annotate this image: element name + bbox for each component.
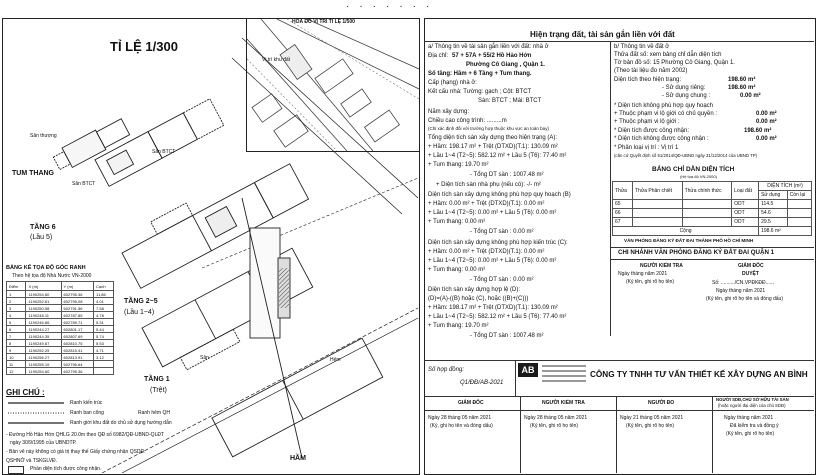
coord-cell: 7	[7, 333, 26, 340]
coord-cell: 2	[7, 298, 26, 305]
ham-label: HẦM	[290, 455, 306, 462]
tum-a: + Tum thang: 19.70 m²	[428, 162, 489, 168]
d-title: Diện tích sàn xây dựng hợp lệ (D):	[428, 287, 520, 293]
recognized-value: 198.60 m²	[744, 128, 772, 134]
area-header: Thửa	[613, 182, 633, 200]
divider	[616, 396, 617, 473]
coord-row	[7, 326, 114, 333]
coord-cell: 5.74	[94, 333, 114, 340]
ward-value: Phường Cô Giang , Quận 1.	[466, 62, 545, 68]
coord-cell	[94, 368, 114, 375]
coord-cell: 602813.91	[61, 354, 93, 361]
road2: + Thuộc phạm vi lộ giới :	[614, 119, 680, 125]
dtsan-a: - Tổng DT sàn : 1007.48 m²	[470, 172, 544, 178]
tum-c: + Tum thang: 0.00 m²	[428, 267, 486, 273]
area-cell	[682, 200, 732, 209]
coord-header: X (m)	[26, 282, 61, 291]
top-dots: ·······	[346, 1, 440, 12]
area-cell: 114.5	[759, 200, 788, 209]
coord-cell: 9	[7, 347, 26, 354]
private-value: 198.60 m²	[728, 85, 756, 91]
area-cell	[787, 218, 811, 227]
coord-cell: 1190255.19	[26, 361, 61, 368]
road-value: 0.00 m²	[756, 111, 777, 117]
lau-b: + Lầu 1~4 (T2~5): 0.00 m² + Lầu 5 (T6): 0.00 m²	[428, 210, 557, 216]
coord-cell: 1190252.61	[26, 298, 61, 305]
san-thuong-label: Sân thượng	[30, 133, 57, 139]
area-cell: ODT	[732, 209, 759, 218]
note-small: (Chỉ xác định đối với trường hợp thuộc khu vực an toàn bay)	[428, 126, 549, 131]
divider	[610, 259, 814, 260]
coord-cell: 4.78	[94, 312, 114, 319]
coord-table-subtitle: Theo hệ tọa độ Nhà Nước VN-2000	[12, 273, 92, 279]
house-a-title: a/ Thông tin về tài sản gắn liền với đất: nhà ở	[428, 44, 549, 50]
coord-header: Điểm	[7, 282, 26, 291]
coord-cell: 5	[7, 319, 26, 326]
legend-note-2: ngày 30/9/1995 của UBNDTP.	[10, 440, 77, 446]
vi-tri-khu-dat-label: Vị trí khu đất	[262, 57, 291, 63]
tret-label: (Trệt)	[150, 387, 167, 394]
coord-cell: 10	[7, 354, 26, 361]
area-cell: 66	[613, 209, 633, 218]
divider	[712, 396, 713, 473]
tang25-label: TẦNG 2~5	[124, 298, 158, 305]
coord-cell: 11.86	[94, 291, 114, 298]
coord-cell: 602789.71	[61, 319, 93, 326]
coord-row	[7, 319, 114, 326]
area-table	[612, 181, 812, 236]
right-header: Hiện trạng đất, tài sản gắn liền với đất	[530, 30, 675, 39]
year: Năm xây dựng:	[428, 109, 470, 115]
sheet: Tờ bản đồ số: 15 Phường Cô Giang, Quận 1.	[614, 60, 735, 66]
ham-b: + Hầm: 0.00 m² + Trệt (DTXD)(T.1): 0.00 m²	[428, 201, 545, 207]
col2-sign: (Ký tên, ghi rõ họ tên)	[530, 423, 579, 429]
divider	[610, 41, 611, 336]
area-header: Còn lại	[787, 191, 811, 200]
unrecognized: * Diện tích không được công nhận :	[614, 136, 709, 142]
coord-cell: 602801.17	[61, 326, 93, 333]
legend-item-2: Ranh ban công	[70, 410, 104, 416]
coord-cell: 11	[7, 361, 26, 368]
land-b-title: b/ Thông tin về đất ở	[614, 44, 670, 50]
total-area-title: Tổng diện tích sàn xây dựng theo hiện trạng (A):	[428, 135, 558, 141]
office-line1: VĂN PHÒNG ĐĂNG KÝ ĐẤT ĐAI THÀNH PHỐ HỒ CHÍ MINH	[624, 238, 754, 243]
coord-header: Cạnh	[94, 282, 114, 291]
area-cell	[682, 218, 732, 227]
area-cell	[787, 209, 811, 218]
coord-cell: 1190254.60	[26, 291, 61, 298]
lau-c: + Lầu 1~4 (T2~5): 0.00 m² + Lầu 5 (T6): 0.00 m²	[428, 258, 557, 264]
parcel: Thửa đất số: xem bảng chỉ dẫn diện tích	[614, 52, 722, 58]
road: + Thuộc phạm vi lộ giới có chủ quyền :	[614, 111, 718, 117]
coord-cell: 3.12	[94, 354, 114, 361]
tum-d: + Tum thang: 19.70 m²	[428, 323, 489, 329]
ham-a: + Hầm: 198.17 m² + Trệt (DTXD)(T.1): 130.09 m²	[428, 144, 558, 150]
grade: Cấp (hạng) nhà ở:	[428, 80, 477, 86]
coord-cell: 5.44	[94, 326, 114, 333]
coord-cell: 5.31	[94, 319, 114, 326]
tang1-label: TẦNG 1	[144, 376, 170, 383]
area-header: Loại đất	[732, 182, 759, 200]
coord-cell: 602787.85	[61, 312, 93, 319]
legend-swatch	[8, 466, 24, 474]
col3-date: Ngày 21 tháng 05 năm 2021	[620, 415, 684, 421]
lau-a: + Lầu 1~4 (T2~5): 582.12 m² + Lầu 5 (T6): 77.40 m²	[428, 153, 567, 159]
current-value: 198.60 m²	[728, 77, 756, 83]
coord-cell: 1190249.67	[26, 340, 61, 347]
area-row	[613, 209, 812, 218]
coord-cell: 5.53	[94, 340, 114, 347]
lau14-label: (Lầu 1~4)	[124, 309, 155, 316]
area-cell	[633, 209, 683, 218]
area-cell	[682, 209, 732, 218]
unrecognized-value: 0.00 m²	[756, 136, 777, 142]
col4-sign2: (Ký tên, ghi rõ họ tên)	[726, 431, 775, 437]
area-total-value: 198.6 m²	[759, 227, 812, 236]
area-header: Thửa Phân chiết	[633, 182, 683, 200]
coord-cell: 1190244.35	[26, 333, 61, 340]
coord-table	[6, 281, 114, 375]
coord-cell: 1190246.86	[26, 319, 61, 326]
coord-row	[7, 298, 114, 305]
legend-note-1: - Đường Hồ Hảo Hớn QHLG 20.0m theo QĐ số 6982/QĐ-UBND-QLĐT	[6, 432, 165, 438]
coord-cell: 1190248.11	[26, 312, 61, 319]
phu: + Diện tích sàn nhà phụ (nếu có): -/- m²	[436, 182, 541, 188]
lau-d: + Lầu 1~4 (T2~5): 582.12 m² + Lầu 5 (T6): 77.40 m²	[428, 314, 567, 320]
area-cell: ODT	[732, 218, 759, 227]
address-value: 57 + 57A + 55/2 Hồ Hảo Hớn	[452, 53, 532, 59]
tang6-label: TẦNG 6	[30, 224, 56, 231]
coord-cell: 8	[7, 340, 26, 347]
coord-cell: 1190254.60	[26, 368, 61, 375]
coord-cell: 602795.08	[61, 298, 93, 305]
area-cell: 67	[613, 218, 633, 227]
coord-cell: 602796.64	[61, 361, 93, 368]
coord-cell: 12	[7, 368, 26, 375]
coord-cell: 4.01	[94, 298, 114, 305]
office-line2: CHI NHÁNH VĂN PHÒNG ĐĂNG KÝ ĐẤT ĐAI QUẬN 1	[618, 249, 775, 256]
legend-note-4: QSHNỞ và TSKGLVĐ.	[6, 458, 58, 464]
company-address-lines	[542, 365, 586, 387]
coord-cell: 602795.36	[61, 368, 93, 375]
dtsan-b: - Tổng DT sàn : 0.00 m²	[470, 229, 534, 235]
area-header: Sử dụng	[759, 191, 788, 200]
scale-title: TỈ LỆ 1/300	[110, 39, 178, 54]
approved: DUYỆT	[742, 271, 759, 277]
san-btct-label-1: Sân BTCT	[152, 149, 176, 155]
contract-number: Q1/ĐĐ/AB-2021	[460, 380, 504, 386]
divider	[610, 247, 814, 248]
col3-sign: (Ký tên, ghi rõ họ tên)	[626, 423, 675, 429]
area-table-subtitle: (Hệ tọa độ VN-2000)	[680, 174, 717, 179]
coord-cell: 1190244.27	[26, 326, 61, 333]
divider	[520, 396, 521, 473]
divider	[424, 41, 814, 42]
c-title: Diện tích sàn xây dựng không phù hợp kiến trúc (C):	[428, 240, 568, 246]
col1-date: Ngày 28 tháng 05 năm 2021	[428, 415, 492, 421]
area-cell	[633, 200, 683, 209]
director-date: Ngày tháng năm 2021	[716, 288, 766, 294]
private-label: - Sử dụng riêng:	[662, 85, 706, 91]
col1-title: GIÁM ĐỐC	[458, 400, 484, 406]
coord-header: Y (m)	[61, 282, 93, 291]
coord-row	[7, 333, 114, 340]
col4-title: NGƯỜI SDĐ,CHỦ SỞ HỮU TÀI SẢN	[716, 397, 789, 402]
director-sign: (Ký tên, ghi rõ họ tên và đóng dấu)	[706, 296, 783, 302]
coord-row	[7, 312, 114, 319]
area-cell	[787, 200, 811, 209]
structure: Kết cấu nhà: Tường: gạch ; Cột: BTCT	[428, 89, 532, 95]
checker-title: NGƯỜI KIỂM TRA	[640, 263, 683, 269]
dtsan-d: - Tổng DT sàn : 1007.48 m²	[470, 333, 544, 339]
coord-cell: 1	[7, 291, 26, 298]
col2-title: NGƯỜI KIỂM TRA	[542, 400, 585, 406]
legend-note-3: - Bản vẽ này không có giá trị thay thế Giấy chứng nhận QSDĐ.	[6, 449, 146, 455]
tum-thang-label: TUM THANG	[12, 170, 54, 177]
divider	[424, 410, 814, 411]
coord-cell: 1190256.27	[26, 354, 61, 361]
coord-cell: 4	[7, 312, 26, 319]
area-header: Thửa chính thức	[682, 182, 732, 200]
col1-sign: (Ký, ghi họ tên và đóng dấu)	[430, 423, 493, 429]
col4-title2: (hoặc người đại diện của chủ SDĐ)	[718, 403, 786, 408]
area-group-header: DIỆN TÍCH (m²)	[759, 182, 812, 191]
tum-b: + Tum thang: 0.00 m²	[428, 219, 486, 225]
divider	[515, 360, 516, 396]
address-label: Địa chỉ:	[428, 53, 449, 59]
area-row	[613, 200, 812, 209]
hem-label: Hẻm	[330, 357, 341, 363]
coord-row	[7, 368, 114, 375]
zone: * Phân loại vị trí : Vị trí 1	[614, 145, 679, 151]
height: Chiều cao công trình: .........m	[428, 118, 507, 124]
coord-cell: 602815.41	[61, 347, 93, 354]
company-logo	[518, 363, 538, 377]
col4-date: Ngày tháng năm 2021	[724, 415, 774, 421]
coord-row	[7, 361, 114, 368]
approval-number: Số: ........../CN.VPĐKĐĐ......	[712, 280, 774, 286]
coord-cell	[94, 361, 114, 368]
area-cell: 54.6	[759, 209, 788, 218]
director-title: GIÁM ĐỐC	[738, 263, 764, 269]
coord-cell: 6	[7, 326, 26, 333]
ham-d: + Hầm: 198.17 m² + Trệt (DTXD)(T.1): 130.09 m²	[428, 305, 558, 311]
legend-title: GHI CHÚ :	[6, 388, 45, 397]
ham-c: + Hầm: 0.00 m² + Trệt (DTXD)(T.1): 0.00 m²	[428, 249, 545, 255]
divider	[424, 360, 814, 361]
structure2: Sàn: BTCT ; Mái: BTCT	[478, 98, 542, 104]
coord-row	[7, 291, 114, 298]
current-label: Diện tích theo hiện trạng:	[614, 77, 682, 83]
shared-label: - Sử dụng chung :	[662, 93, 711, 99]
mismatch: * Diện tích không phù hợp quy hoạch	[614, 103, 714, 109]
san-label: Sân	[200, 355, 209, 361]
col4-sign: Đã kiểm tra và đồng ý	[730, 423, 779, 429]
coord-cell: 602791.56	[61, 305, 93, 312]
contract-label: Số hợp đồng:	[428, 367, 464, 373]
floors: Số tầng: Hầm + 6 Tầng + Tum thang.	[428, 71, 532, 77]
area-row	[613, 218, 812, 227]
coord-row	[7, 347, 114, 354]
area-total-label: Cộng	[613, 227, 759, 236]
area-table-title: BẢNG CHỈ DẪN DIỆN TÍCH	[652, 166, 735, 173]
d-formula: (D)=(A)-((B) hoặc (C), hoặc ((B)+(C)))	[428, 296, 529, 302]
coord-cell: 602795.36	[61, 291, 93, 298]
lau5-label: (Lầu 5)	[30, 234, 53, 241]
san-btct-label-2: Sân BTCT	[72, 181, 96, 187]
area-cell: 29.5	[759, 218, 788, 227]
coord-cell: 4.71	[94, 347, 114, 354]
coord-cell: 602807.69	[61, 333, 93, 340]
company-logo-text: AB	[521, 365, 535, 375]
coord-row	[7, 354, 114, 361]
zone-note: (căn cứ Quyết định số 51/2014/QĐ-UBND ngày 31/12/2014 của UBND TP)	[614, 153, 757, 158]
coord-cell: 602810.75	[61, 340, 93, 347]
road2-value: 0.00 m²	[756, 119, 777, 125]
col2-date: Ngày 28 tháng 05 năm 2021	[524, 415, 588, 421]
legend-item-4: Ranh giới khu đất do chủ sử dụng hướng dẫn	[70, 420, 172, 426]
shared-value: 0.00 m²	[740, 93, 761, 99]
legend-item-3: Ranh hẻm QH	[138, 410, 170, 416]
coord-table-title: BẢNG KÊ TỌA ĐỘ GÓC RANH	[6, 265, 86, 271]
location-map-title: HOA ĐỒ VỊ TRÍ TỈ LỆ 1/500	[292, 19, 355, 25]
dtsan-c: - Tổng DT sàn : 0.00 m²	[470, 277, 534, 283]
legend-note-5: Phần diện tích được công nhận.	[30, 466, 102, 472]
coord-cell: 1190250.58	[26, 305, 61, 312]
coord-cell: 7.58	[94, 305, 114, 312]
area-cell	[633, 218, 683, 227]
recognized: * Diện tích được công nhận:	[614, 128, 689, 134]
coord-row	[7, 340, 114, 347]
checker-sign: (Ký tên, ghi rõ họ tên)	[626, 279, 675, 285]
coord-cell: 1190252.25	[26, 347, 61, 354]
b-title: Diện tích sàn xây dựng không phù hợp quy hoạch (B)	[428, 192, 571, 198]
area-cell: 65	[613, 200, 633, 209]
col3-title: NGƯỜI ĐO	[648, 400, 675, 406]
sheet-note: (Theo tài liệu đo năm 2002)	[614, 68, 688, 74]
checker-date: Ngày tháng năm 2021	[618, 271, 668, 277]
area-cell: ODT	[732, 200, 759, 209]
legend-item-1: Ranh kiến trúc	[70, 400, 103, 406]
coord-row	[7, 305, 114, 312]
coord-cell: 3	[7, 305, 26, 312]
company-name: CÔNG TY TNHH TƯ VẤN THIẾT KẾ XÂY DỰNG AN BÌNH	[590, 370, 808, 379]
